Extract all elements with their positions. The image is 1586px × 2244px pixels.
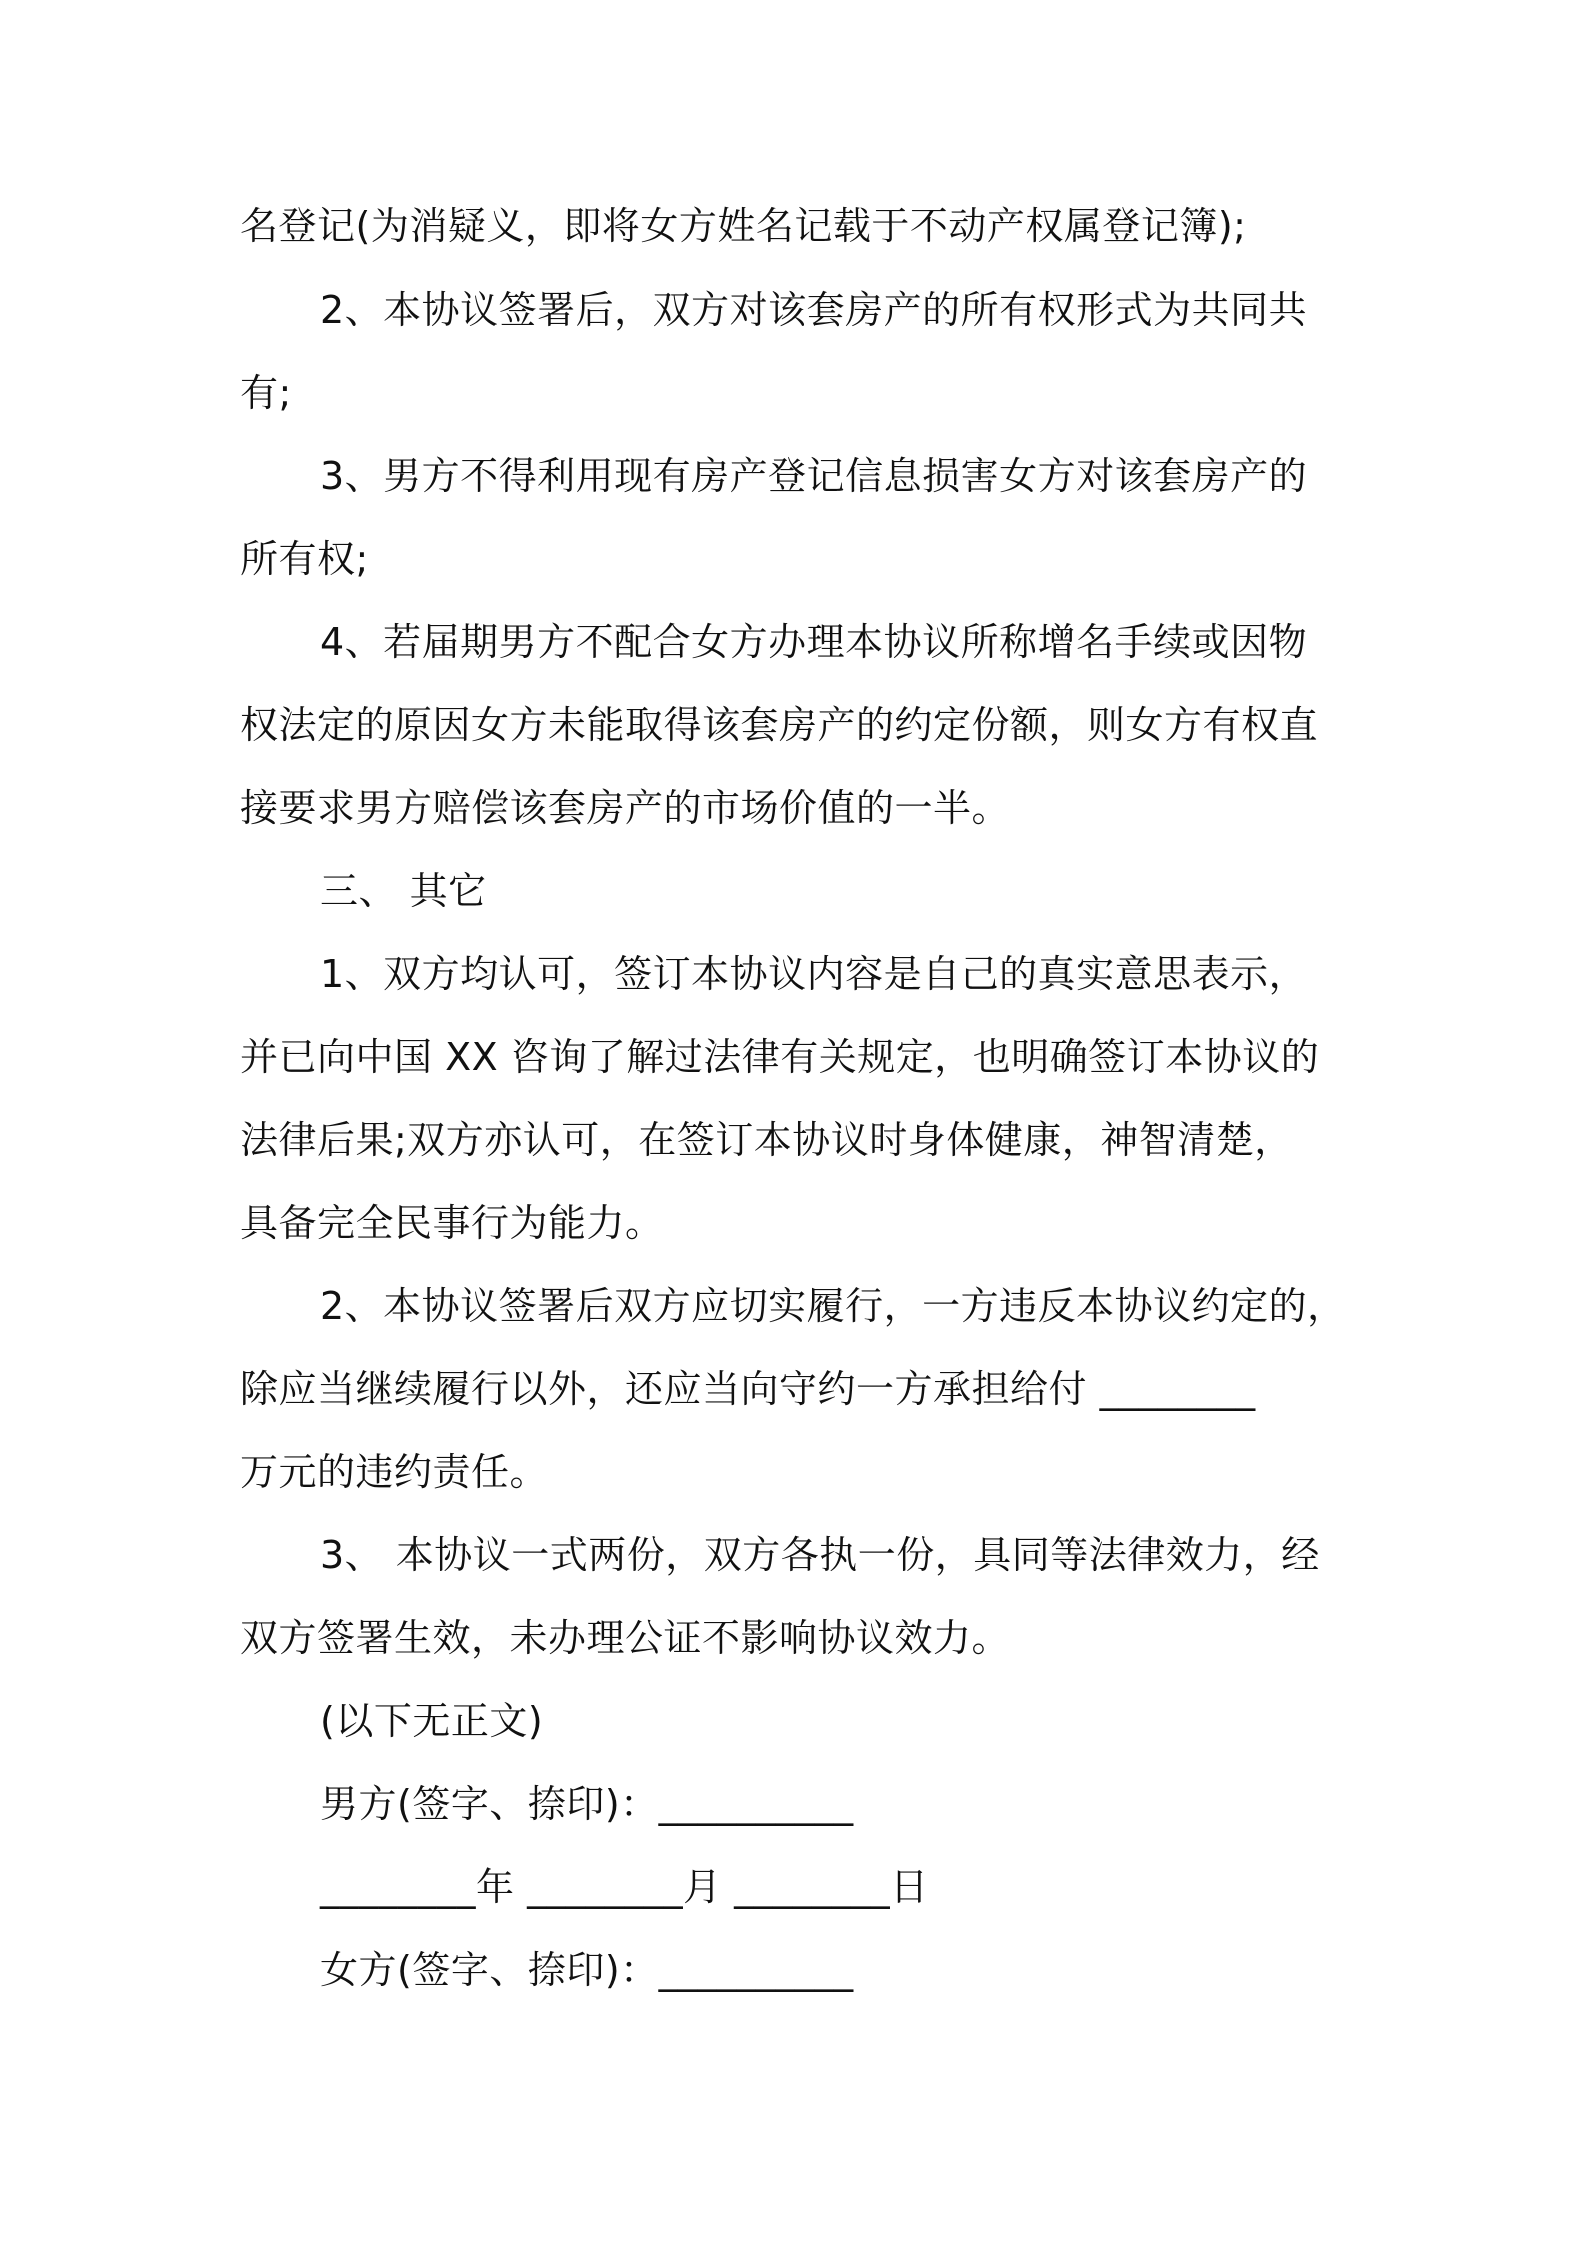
text-line: 接要求男方赔偿该套房产的市场价值的一半。 xyxy=(240,786,1011,830)
text-line: 3、男方不得利用现有房产登记信息损害女方对该套房产的 xyxy=(320,454,1308,498)
text-line: 名登记(为消疑义，即将女方姓名记载于不动产权属登记簿); xyxy=(240,204,1247,248)
text-line: 具备完全民事行为能力。 xyxy=(240,1201,664,1245)
text-line: 双方签署生效，未办理公证不影响协议效力。 xyxy=(240,1616,1011,1660)
text-line: 法律后果;双方亦认可，在签订本协议时身体健康，神智清楚， xyxy=(240,1118,1293,1162)
text-line: 2、本协议签署后双方应切实履行，一方违反本协议约定的， xyxy=(320,1284,1346,1328)
text-line: 除应当继续履行以外，还应当向守约一方承担给付 ________ xyxy=(240,1367,1256,1411)
signature-line-female: 女方(签字、捺印)：__________ xyxy=(320,1948,854,1992)
text-line: 权法定的原因女方未能取得该套房产的约定份额，则女方有权直 xyxy=(240,703,1319,747)
date-line: ________年 ________月 ________日 xyxy=(320,1865,929,1909)
text-line: 万元的违约责任。 xyxy=(240,1450,549,1494)
text-line: 2、本协议签署后，双方对该套房产的所有权形式为共同共 xyxy=(320,288,1308,332)
text-line: 1、双方均认可，签订本协议内容是自己的真实意思表示， xyxy=(320,952,1308,996)
text-line: 有; xyxy=(240,371,292,415)
text-line: (以下无正文) xyxy=(320,1699,544,1743)
text-line: 4、若届期男方不配合女方办理本协议所称增名手续或因物 xyxy=(320,620,1308,664)
signature-line-male: 男方(签字、捺印)：__________ xyxy=(320,1782,854,1826)
section-heading: 三、 其它 xyxy=(320,869,487,913)
text-line: 并已向中国 XX 咨询了解过法律有关规定，也明确签订本协议的 xyxy=(240,1035,1320,1079)
text-line: 3、 本协议一式两份，双方各执一份，具同等法律效力，经 xyxy=(320,1533,1320,1577)
text-line: 所有权; xyxy=(240,537,369,581)
